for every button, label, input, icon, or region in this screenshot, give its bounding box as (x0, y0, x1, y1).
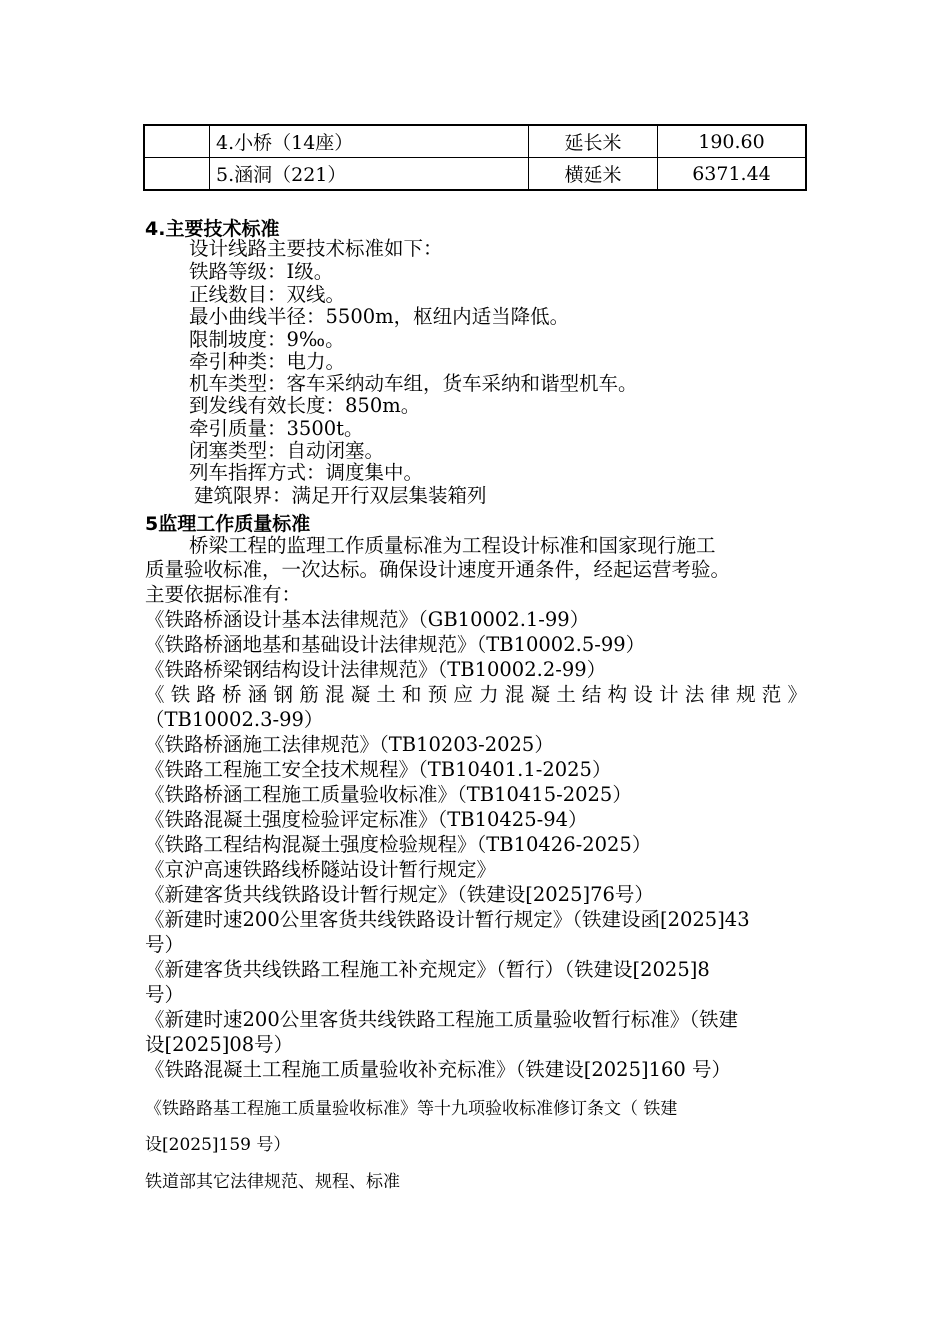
table-cell-unit: 延长米 (529, 125, 658, 158)
standard-item: 正线数目：双线。 (189, 283, 346, 306)
standard-ref: 《铁路桥涵设计基本法律规范》（GB10002.1-99） (145, 608, 590, 631)
table-cell-blank (144, 158, 210, 191)
standard-ref: 号） (145, 933, 185, 956)
standard-item: 到发线有效长度：850m。 (189, 394, 421, 417)
standard-item: 最小曲线半径：5500m，枢纽内适当降低。 (189, 305, 570, 328)
table-cell-value: 190.60 (658, 125, 807, 158)
standard-ref: 《新建时速200公里客货共线铁路工程施工质量验收暂行标准》（铁建 (145, 1008, 738, 1031)
standard-item: 机车类型：客车采纳动车组，货车采纳和谐型机车。 (189, 372, 638, 395)
paragraph-line: 桥梁工程的监理工作质量标准为工程设计标准和国家现行施工 (189, 534, 716, 557)
table-cell-unit: 横延米 (529, 158, 658, 191)
standard-ref: 《铁路桥涵钢筋混凝土和预应力混凝土结构设计法律规范》 (145, 683, 814, 706)
paragraph-line: 质量验收标准，一次达标。确保设计速度开通条件，经起运营考验。 (145, 558, 731, 581)
standard-item: 建筑限界：满足开行双层集装箱列 (194, 484, 487, 507)
section-intro: 设计线路主要技术标准如下： (189, 237, 443, 260)
standard-ref: 《铁路工程施工安全技术规程》（TB10401.1-2025） (145, 758, 612, 781)
table-row (144, 125, 806, 158)
standard-item: 铁路等级：Ⅰ级。 (189, 260, 334, 283)
table-row (144, 158, 806, 191)
table-cell-blank (144, 125, 210, 158)
standard-ref: 《铁路桥涵施工法律规范》（TB10203-2025） (145, 733, 554, 756)
standard-ref: 设[2025]08号） (145, 1033, 294, 1056)
standard-item: 牵引种类：电力。 (189, 350, 346, 373)
closing-line: 铁道部其它法律规范、规程、标准 (145, 1172, 400, 1192)
standard-ref: 《新建时速200公里客货共线铁路设计暂行规定》（铁建设函[2025]43 (145, 908, 750, 931)
section-heading-5: 5监理工作质量标准 (145, 513, 311, 535)
table-cell-item: 4.小桥（14座） (210, 125, 529, 158)
basis-label: 主要依据标准有： (145, 583, 302, 606)
standard-item: 列车指挥方式：调度集中。 (189, 461, 424, 484)
standard-ref: 《铁路路基工程施工质量验收标准》等十九项验收标准修订条文（ 铁建 (145, 1099, 678, 1119)
table-cell-item: 5.涵洞（221） (210, 158, 529, 191)
standard-item: 牵引质量：3500t。 (189, 417, 364, 440)
standard-ref: （TB10002.3-99） (145, 708, 324, 731)
standard-ref: 《铁路桥涵工程施工质量验收标准》（TB10415-2025） (145, 783, 632, 806)
table-cell-value: 6371.44 (658, 158, 807, 191)
standard-item: 限制坡度：9‰。 (189, 328, 345, 351)
standard-ref: 《新建客货共线铁路设计暂行规定》（铁建设[2025]76号） (145, 883, 654, 906)
standard-ref: 《铁路混凝土强度检验评定标准》（TB10425-94） (145, 808, 588, 831)
standard-ref: 《京沪高速铁路线桥隧站设计暂行规定》 (145, 858, 497, 881)
section-heading-4: 4.主要技术标准 (145, 218, 280, 240)
quantity-table (143, 124, 807, 191)
standard-ref: 《铁路工程结构混凝土强度检验规程》（TB10426-2025） (145, 833, 652, 856)
standard-ref: 设[2025]159 号） (145, 1135, 291, 1155)
standard-ref: 《铁路桥涵地基和基础设计法律规范》（TB10002.5-99） (145, 633, 646, 656)
standard-ref: 号） (145, 983, 185, 1006)
standard-item: 闭塞类型：自动闭塞。 (189, 439, 385, 462)
standard-ref: 《铁路混凝土工程施工质量验收补充标准》（铁建设[2025]160 号） (145, 1058, 732, 1081)
standard-ref: 《铁路桥梁钢结构设计法律规范》（TB10002.2-99） (145, 658, 607, 681)
standard-ref: 《新建客货共线铁路工程施工补充规定》（暂行）（铁建设[2025]8 (145, 958, 710, 981)
